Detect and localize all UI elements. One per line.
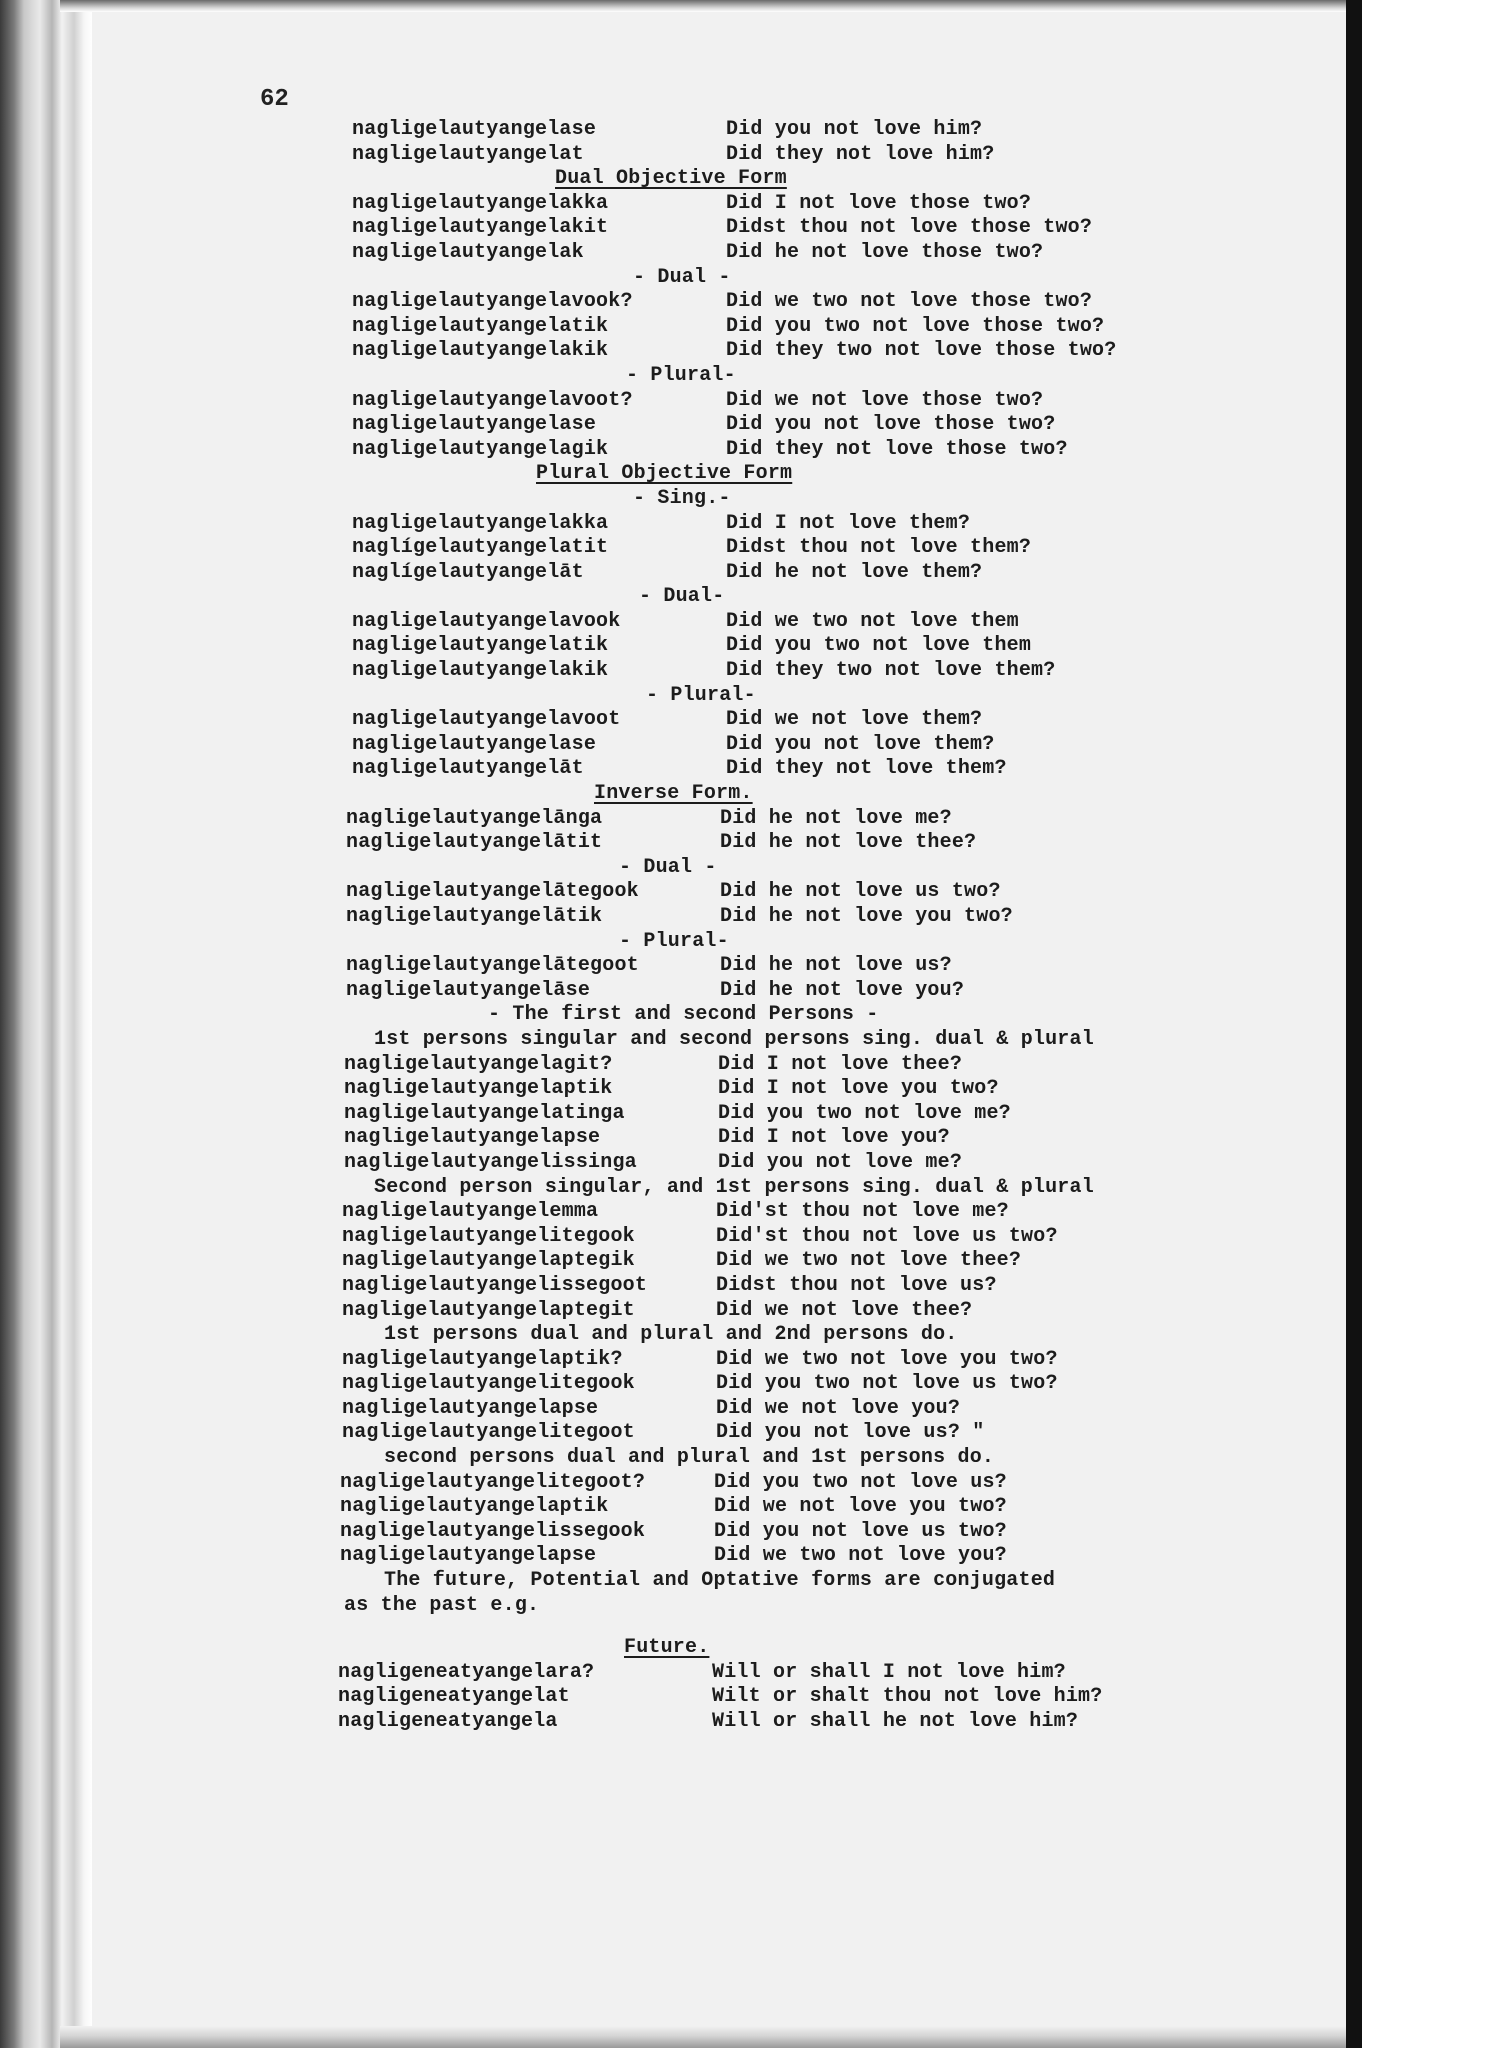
section-heading-row bbox=[330, 1003, 1230, 1028]
eskimo-verb-form: nagligelautyangelissegoot bbox=[342, 1273, 648, 1297]
conjugation-row bbox=[330, 1710, 1230, 1735]
english-translation: Did I not love you two? bbox=[718, 1077, 999, 1101]
section-heading: Inverse Form. bbox=[594, 782, 753, 806]
conjugation-row bbox=[330, 634, 1230, 659]
eskimo-verb-form: nagligelautyangelavook? bbox=[352, 290, 633, 314]
eskimo-verb-form: nagligelautyangelemma bbox=[342, 1200, 599, 1224]
eskimo-verb-form: nagligelautyangelakka bbox=[352, 511, 609, 535]
section-heading: - Dual- bbox=[639, 585, 725, 609]
conjugation-row bbox=[330, 954, 1230, 979]
eskimo-verb-form: nagligelautyangelatik bbox=[352, 314, 609, 338]
eskimo-verb-form: nagligelautyangelakit bbox=[352, 216, 609, 240]
section-heading-row bbox=[330, 684, 1230, 709]
section-heading: - Plural- bbox=[646, 683, 756, 707]
conjugation-row bbox=[330, 708, 1230, 733]
conjugation-row bbox=[330, 561, 1230, 586]
english-translation: Did we two not love thee? bbox=[716, 1249, 1022, 1273]
english-translation: Did I not love those two? bbox=[726, 191, 1032, 215]
english-translation: Did he not love them? bbox=[726, 560, 983, 584]
section-heading: - Dual - bbox=[633, 265, 731, 289]
english-translation: Did you not love them? bbox=[726, 732, 995, 756]
eskimo-verb-form: nagligelautyangelaptik? bbox=[342, 1347, 623, 1371]
eskimo-verb-form: nagligelautyangelāt bbox=[352, 757, 584, 781]
conjugation-row bbox=[330, 733, 1230, 758]
english-translation: Did you not love us two? bbox=[714, 1519, 1007, 1543]
english-translation: Did we two not love them bbox=[726, 609, 1019, 633]
conjugation-row bbox=[330, 1053, 1230, 1078]
page-number: 62 bbox=[260, 86, 289, 113]
note-text: Second person singular, and 1st persons sing. dual & plural bbox=[374, 1175, 1094, 1199]
eskimo-verb-form: nagligelautyangelatik bbox=[352, 634, 609, 658]
section-heading-row bbox=[330, 266, 1230, 291]
eskimo-verb-form: nagligelautyangelase bbox=[352, 413, 597, 437]
english-translation: Did you two not love us? bbox=[714, 1470, 1007, 1494]
conjugation-row bbox=[330, 807, 1230, 832]
section-heading-row bbox=[330, 462, 1230, 487]
english-translation: Did they not love them? bbox=[726, 757, 1007, 781]
page-top-edge bbox=[60, 0, 1350, 12]
conjugation-row bbox=[330, 1200, 1230, 1225]
conjugation-row bbox=[330, 757, 1230, 782]
english-translation: Did we not love thee? bbox=[716, 1298, 973, 1322]
eskimo-verb-form: naglígelautyangelāt bbox=[352, 560, 584, 584]
english-translation: Didst thou not love those two? bbox=[726, 216, 1093, 240]
english-translation: Did you two not love them bbox=[726, 634, 1032, 658]
eskimo-verb-form: nagligeneatyangelara? bbox=[338, 1660, 595, 1684]
section-heading: Dual Objective Form bbox=[555, 167, 787, 191]
english-translation: Did you two not love us two? bbox=[716, 1372, 1058, 1396]
note-text: The future, Potential and Optative forms are conjugated bbox=[384, 1569, 1056, 1593]
conjugation-row bbox=[330, 1397, 1230, 1422]
conjugation-row bbox=[330, 413, 1230, 438]
eskimo-verb-form: nagligelautyangelagit? bbox=[344, 1052, 613, 1076]
eskimo-verb-form: nagligelautyangelissinga bbox=[344, 1150, 637, 1174]
english-translation: Did he not love us? bbox=[720, 954, 952, 978]
eskimo-verb-form: nagligelautyangelat bbox=[352, 142, 584, 166]
english-translation: Did you two not love me? bbox=[718, 1101, 1011, 1125]
eskimo-verb-form: nagligelautyangelaptik bbox=[340, 1495, 609, 1519]
conjugation-row bbox=[330, 610, 1230, 635]
conjugation-row bbox=[330, 831, 1230, 856]
english-translation: Did he not love you two? bbox=[720, 905, 1013, 928]
eskimo-verb-form: nagligelautyangelakik bbox=[352, 659, 609, 683]
conjugation-row bbox=[330, 1471, 1230, 1496]
eskimo-verb-form: nagligelautyangelapse bbox=[340, 1544, 597, 1568]
section-heading: - The first and second Persons - bbox=[488, 1003, 879, 1027]
conjugation-row bbox=[330, 1421, 1230, 1446]
eskimo-verb-form: nagligelautyangelissegook bbox=[340, 1519, 646, 1543]
english-translation: Did he not love thee? bbox=[720, 831, 977, 855]
conjugation-row bbox=[330, 1151, 1230, 1176]
eskimo-verb-form: nagligelautyangelānga bbox=[346, 806, 603, 830]
conjugation-row bbox=[330, 1274, 1230, 1299]
section-heading-row bbox=[330, 1636, 1230, 1661]
conjugation-row bbox=[330, 192, 1230, 217]
english-translation: Did you not love me? bbox=[718, 1150, 963, 1174]
section-heading: - Sing.- bbox=[633, 486, 731, 510]
note-text: 1st persons singular and second persons sing. dual & plural bbox=[374, 1027, 1094, 1051]
english-translation: Did I not love them? bbox=[726, 511, 971, 535]
conjugation-row bbox=[330, 659, 1230, 684]
eskimo-verb-form: nagligelautyangelakik bbox=[352, 339, 609, 363]
conjugation-row bbox=[330, 1544, 1230, 1569]
note-row bbox=[330, 1323, 1230, 1348]
section-heading-row bbox=[330, 782, 1230, 807]
english-translation: Did we not love you? bbox=[716, 1396, 961, 1420]
english-translation: Did I not love thee? bbox=[718, 1052, 963, 1076]
conjugation-row bbox=[330, 290, 1230, 315]
section-heading-row bbox=[330, 856, 1230, 881]
english-translation: Did we not love you two? bbox=[714, 1495, 1007, 1519]
eskimo-verb-form: nagligelautyangelātegoot bbox=[346, 954, 639, 978]
english-translation: Didst thou not love them? bbox=[726, 536, 1032, 560]
conjugation-row bbox=[330, 1372, 1230, 1397]
conjugation-row bbox=[330, 143, 1230, 168]
eskimo-verb-form: naglígelautyangelatit bbox=[352, 536, 609, 560]
english-translation: Did'st thou not love me? bbox=[716, 1200, 1009, 1224]
english-translation: Did he not love those two? bbox=[726, 240, 1044, 264]
facing-page-shadow bbox=[1346, 0, 1362, 2048]
english-translation: Did they not love him? bbox=[726, 142, 995, 166]
conjugation-row bbox=[330, 1102, 1230, 1127]
english-translation: Did we two not love those two? bbox=[726, 290, 1093, 314]
eskimo-verb-form: nagligelautyangelapse bbox=[342, 1396, 599, 1420]
section-heading: Plural Objective Form bbox=[536, 462, 793, 486]
english-translation: Will or shall he not love him? bbox=[712, 1710, 1079, 1733]
eskimo-verb-form: nagligelautyangelātik bbox=[346, 905, 603, 928]
section-heading-row bbox=[330, 167, 1230, 192]
conjugation-row bbox=[330, 979, 1230, 1004]
english-translation: Did you two not love those two? bbox=[726, 314, 1105, 338]
conjugation-row bbox=[330, 438, 1230, 463]
note-text: 1st persons dual and plural and 2nd persons do. bbox=[384, 1323, 958, 1347]
section-heading-row bbox=[330, 585, 1230, 610]
section-heading-row bbox=[330, 930, 1230, 955]
conjugation-row bbox=[330, 880, 1230, 905]
eskimo-verb-form: nagligelautyangelakka bbox=[352, 191, 609, 215]
english-translation: Did he not love us two? bbox=[720, 880, 1001, 904]
section-heading: - Dual - bbox=[619, 855, 717, 879]
conjugation-row bbox=[330, 1077, 1230, 1102]
english-translation: Wilt or shalt thou not love him? bbox=[712, 1685, 1103, 1709]
eskimo-verb-form: nagligelautyangelase bbox=[352, 732, 597, 756]
section-heading-row bbox=[330, 364, 1230, 389]
conjugation-row bbox=[330, 512, 1230, 537]
english-translation: Did we two not love you two? bbox=[716, 1347, 1058, 1371]
conjugation-row bbox=[330, 1685, 1230, 1710]
note-text: as the past e.g. bbox=[344, 1593, 540, 1617]
note-row bbox=[330, 1176, 1230, 1201]
eskimo-verb-form: nagligelautyangelaptegit bbox=[342, 1298, 635, 1322]
english-translation: Did they not love those two? bbox=[726, 437, 1068, 461]
section-heading-row bbox=[330, 487, 1230, 512]
conjugation-row bbox=[330, 1348, 1230, 1373]
section-heading: Future. bbox=[624, 1636, 710, 1660]
eskimo-verb-form: nagligelautyangelitegoot bbox=[342, 1421, 635, 1445]
eskimo-verb-form: nagligelautyangelavook bbox=[352, 609, 621, 633]
eskimo-verb-form: nagligelautyangelak bbox=[352, 240, 584, 264]
page-bottom-edge bbox=[60, 2026, 1350, 2048]
english-translation: Did we two not love you? bbox=[714, 1544, 1007, 1568]
conjugation-row bbox=[330, 216, 1230, 241]
english-translation: Will or shall I not love him? bbox=[712, 1660, 1066, 1684]
english-translation: Did they two not love those two? bbox=[726, 339, 1117, 363]
conjugation-row bbox=[330, 389, 1230, 414]
english-translation: Did we not love them? bbox=[726, 708, 983, 732]
english-translation: Did he not love you? bbox=[720, 978, 965, 1002]
note-text: second persons dual and plural and 1st persons do. bbox=[384, 1446, 995, 1470]
eskimo-verb-form: nagligelautyangelitegook bbox=[342, 1372, 635, 1396]
eskimo-verb-form: nagligelautyangelitegook bbox=[342, 1224, 635, 1248]
english-translation: Did you not love him? bbox=[726, 118, 983, 141]
english-translation: Did you not love us? " bbox=[716, 1421, 985, 1445]
note-row bbox=[330, 1569, 1230, 1594]
typed-text-block bbox=[330, 118, 1230, 1735]
conjugation-row bbox=[330, 1520, 1230, 1545]
note-row bbox=[330, 1594, 1230, 1619]
eskimo-verb-form: nagligelautyangelase bbox=[352, 118, 597, 141]
conjugation-row bbox=[330, 1661, 1230, 1686]
conjugation-row bbox=[330, 905, 1230, 930]
conjugation-row bbox=[330, 1225, 1230, 1250]
english-translation: Did I not love you? bbox=[718, 1126, 950, 1150]
book-spine-edge bbox=[0, 0, 92, 2048]
english-translation: Did they two not love them? bbox=[726, 659, 1056, 683]
eskimo-verb-form: nagligelautyangelitegoot? bbox=[340, 1470, 646, 1494]
eskimo-verb-form: nagligelautyangelavoot? bbox=[352, 388, 633, 412]
english-translation: Didst thou not love us? bbox=[716, 1273, 997, 1297]
english-translation: Did you not love those two? bbox=[726, 413, 1056, 437]
english-translation: Did'st thou not love us two? bbox=[716, 1224, 1058, 1248]
conjugation-row bbox=[330, 315, 1230, 340]
conjugation-row bbox=[330, 536, 1230, 561]
eskimo-verb-form: nagligelautyangelāse bbox=[346, 978, 591, 1002]
note-row bbox=[330, 1446, 1230, 1471]
blank-line bbox=[330, 1618, 1230, 1636]
eskimo-verb-form: nagligelautyangelavoot bbox=[352, 708, 621, 732]
section-heading: - Plural- bbox=[626, 363, 736, 387]
note-row bbox=[330, 1028, 1230, 1053]
english-translation: Did he not love me? bbox=[720, 806, 952, 830]
section-heading: - Plural- bbox=[619, 929, 729, 953]
eskimo-verb-form: nagligelautyangelātit bbox=[346, 831, 603, 855]
conjugation-row bbox=[330, 339, 1230, 364]
conjugation-row bbox=[330, 1495, 1230, 1520]
conjugation-row bbox=[330, 1249, 1230, 1274]
conjugation-row bbox=[330, 1126, 1230, 1151]
conjugation-row bbox=[330, 241, 1230, 266]
eskimo-verb-form: nagligelautyangelaptegik bbox=[342, 1249, 635, 1273]
conjugation-row bbox=[330, 1299, 1230, 1324]
eskimo-verb-form: nagligelautyangelatinga bbox=[344, 1101, 625, 1125]
conjugation-row bbox=[330, 118, 1230, 143]
eskimo-verb-form: nagligelautyangelātegook bbox=[346, 880, 639, 904]
eskimo-verb-form: nagligelautyangelaptik bbox=[344, 1077, 613, 1101]
eskimo-verb-form: nagligelautyangelagik bbox=[352, 437, 609, 461]
eskimo-verb-form: nagligeneatyangelat bbox=[338, 1685, 570, 1709]
eskimo-verb-form: nagligelautyangelapse bbox=[344, 1126, 601, 1150]
eskimo-verb-form: nagligeneatyangela bbox=[338, 1710, 558, 1733]
english-translation: Did we not love those two? bbox=[726, 388, 1044, 412]
